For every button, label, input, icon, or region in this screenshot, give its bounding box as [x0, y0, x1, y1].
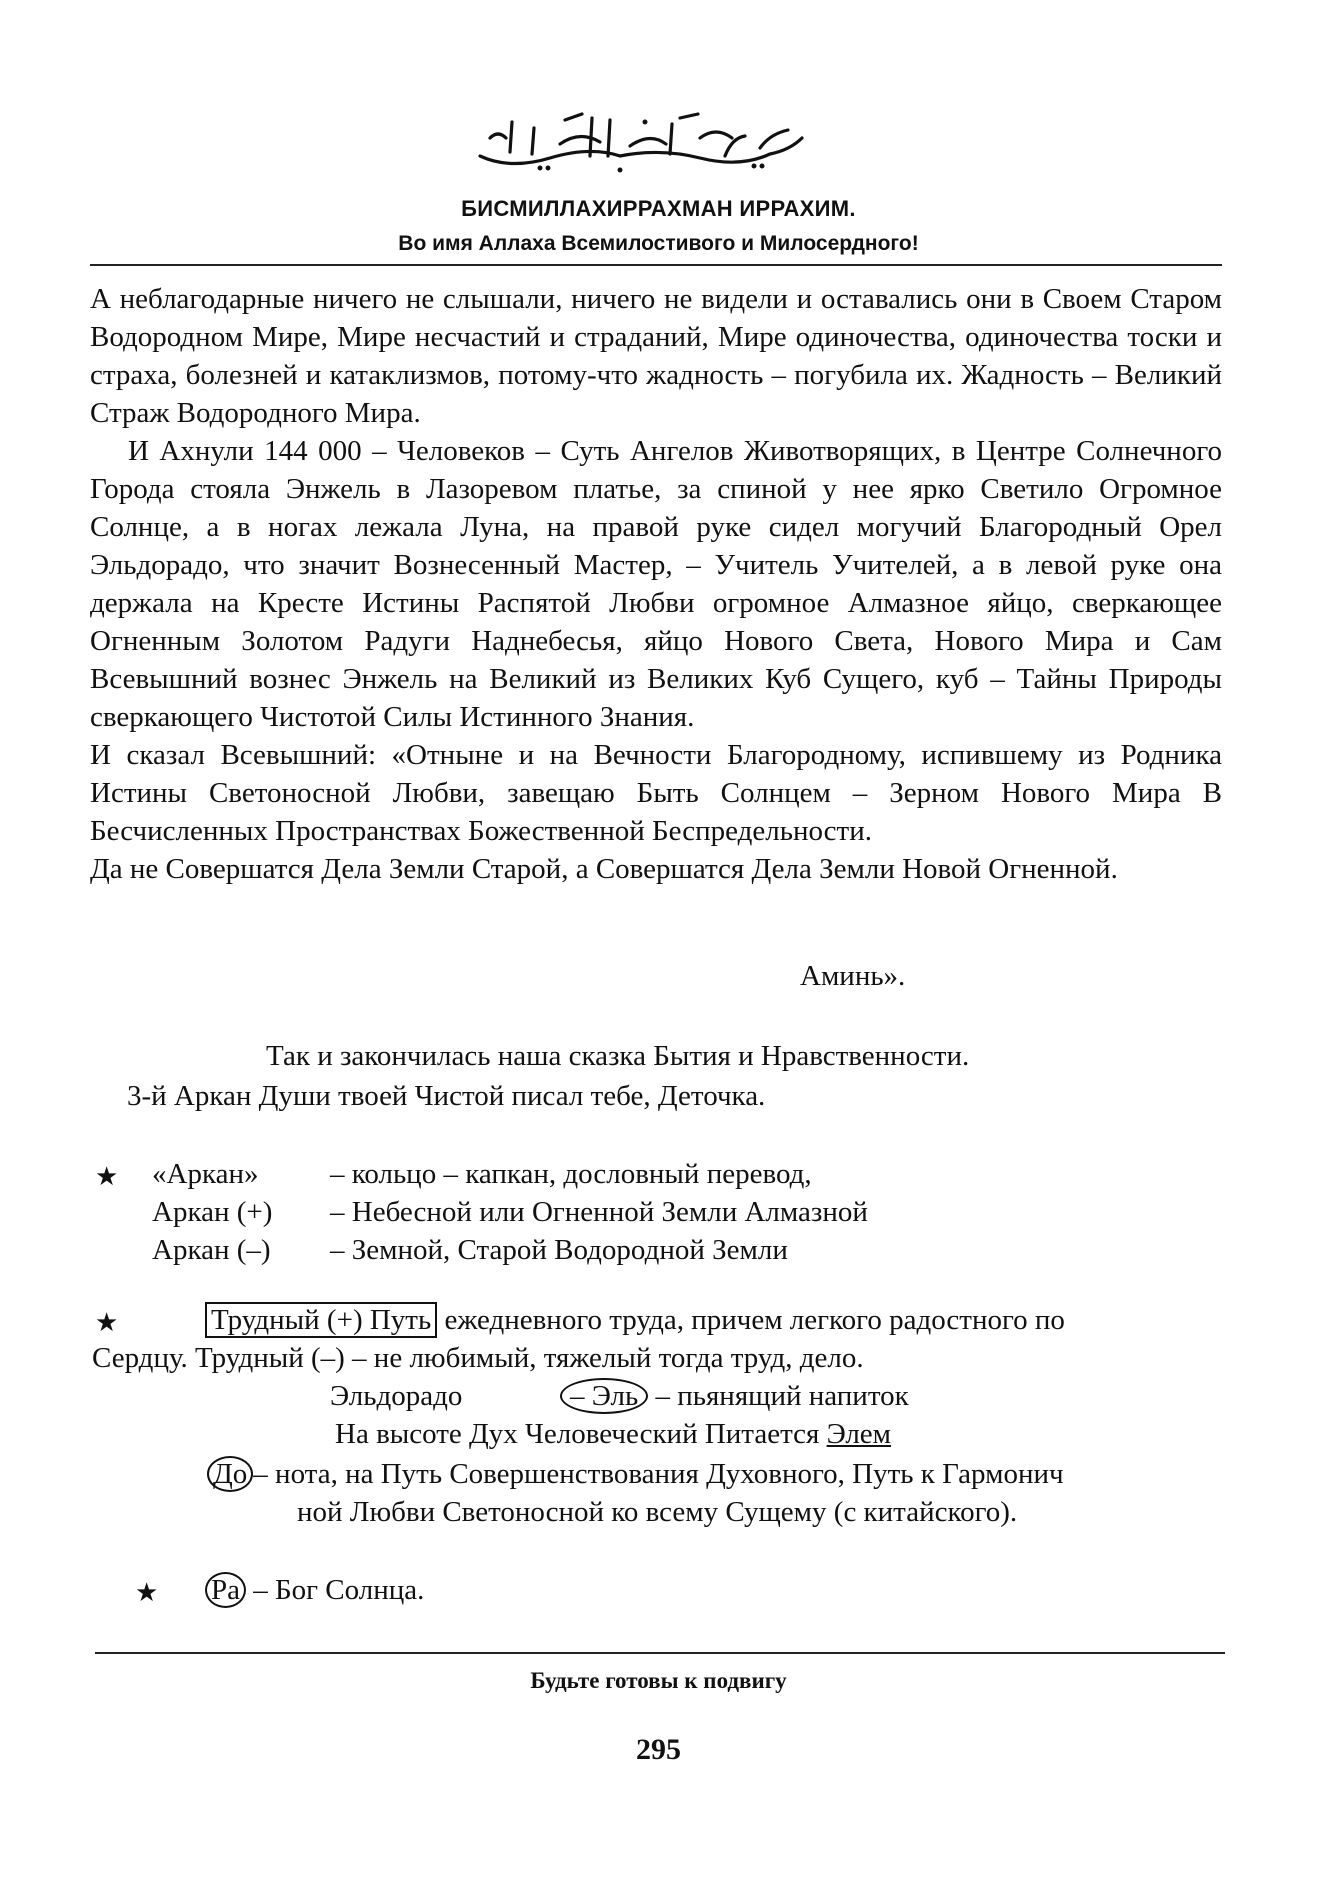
- main-text: [90, 280, 1222, 888]
- paragraph-3: И сказал Всевышний: «Отныне и на Вечности Благородному, испившему из Родника Истины Светоносной Любви, завещаю Быть Солнцем – Зерном Нового Мира В Бесчисленных Пространствах Божественной Беспредельности.: [90, 739, 1222, 847]
- star-icon: ★: [135, 1578, 159, 1607]
- do-definition-1: – нота, на Путь Совершенствования Духовного, Путь к Гармонич: [253, 1458, 1064, 1490]
- star-icon: ★: [95, 1162, 119, 1191]
- hard-path-line-2: Сердцу. Трудный (–) – не любимый, тяжелый тогда труд, дело.: [92, 1342, 864, 1374]
- header-title: БИСМИЛЛАХИРРАХМАН ИРРАХИМ.: [461, 196, 856, 221]
- ra-circle: Ра: [205, 1572, 246, 1608]
- paragraph-4: Да не Совершатся Дела Земли Старой, а Совершатся Дела Земли Новой Огненной.: [90, 853, 1118, 885]
- hard-path-text: ежедневного труда, причем легкого радостного по: [437, 1304, 1065, 1336]
- arkan-plus-definition: – Небесной или Огненной Земли Алмазной: [330, 1196, 868, 1228]
- do-definition-2: ной Любви Светоносной ко всему Сущему (с китайского).: [297, 1496, 1018, 1528]
- el-note: [560, 1380, 909, 1413]
- spirit-line: [335, 1418, 891, 1451]
- arkan-minus-definition: – Земной, Старой Водородной Земли: [330, 1234, 788, 1266]
- arkan-minus-term: Аркан (–): [152, 1234, 271, 1266]
- footer-divider: [95, 1652, 1225, 1654]
- arkan-plus-term: Аркан (+): [152, 1196, 273, 1228]
- do-circle: До: [207, 1456, 253, 1492]
- ra-definition: – Бог Солнца.: [253, 1574, 425, 1606]
- header-divider: [90, 264, 1222, 266]
- star-icon: ★: [95, 1308, 119, 1337]
- spirit-underlined-word: Элем: [826, 1418, 892, 1450]
- do-note-line-1: [207, 1458, 1064, 1491]
- page-number: 295: [636, 1733, 681, 1766]
- eldorado-word: Эльдорадо: [330, 1380, 463, 1412]
- hard-path-boxed-term: Трудный (+) Путь: [205, 1302, 437, 1338]
- el-definition: – пьянящий напиток: [655, 1380, 909, 1412]
- amen-text: Аминь».: [800, 960, 906, 992]
- closing-line-2: 3-й Аркан Души твоей Чистой писал тебе, Деточка.: [127, 1080, 766, 1112]
- closing-line-1: Так и закончилась наша сказка Бытия и Нравственности.: [266, 1040, 970, 1072]
- hard-path-line-1: [205, 1304, 1065, 1337]
- header-subtitle: Во имя Аллаха Всемилостивого и Милосердного!: [398, 232, 919, 255]
- spirit-text: На высоте Дух Человеческий Питается: [335, 1418, 827, 1450]
- ra-note: [205, 1574, 424, 1607]
- paragraph-2: И Ахнули 144 000 – Человеков – Суть Ангелов Животворящих, в Центре Солнечного Города стояла Энжель в Лазоревом платье, за спиной у нее ярко Светило Огромное Солнце, а в ногах лежала Луна, на правой руке сидел могучий Благородный Орел Эльдорадо, что значит Вознесенный Мастер, – Учитель Учителей, а в левой руке она держала на Кресте Истины Распятой Любви огромное Алмазное яйцо, сверкающее Огненным Золотом Радуги Наднебесья, яйцо Нового Света, Нового Мира и Сам Всевышний вознес Энжель на Великий из Великих Куб Сущего, куб – Тайны Природы сверкающего Чистотой Силы Истинного Знания.: [90, 435, 1222, 733]
- bismillah-calligraphy-icon: [470, 108, 810, 176]
- footer-motto: Будьте готовы к подвигу: [530, 1668, 787, 1693]
- arkan-definition: – кольцо – капкан, дословный перевод,: [330, 1158, 812, 1190]
- el-oval: – Эль: [560, 1378, 648, 1414]
- paragraph-1: А неблагодарные ничего не слышали, ничего не видели и оставались они в Своем Старом Водородном Мире, Мире несчастий и страданий, Мире одиночества, одиночества тоски и страха, болезней и катаклизмов, потому-что жадность – погубила их. Жадность – Великий Страж Водородного Мира.: [90, 283, 1222, 429]
- arkan-term: «Аркан»: [152, 1158, 259, 1190]
